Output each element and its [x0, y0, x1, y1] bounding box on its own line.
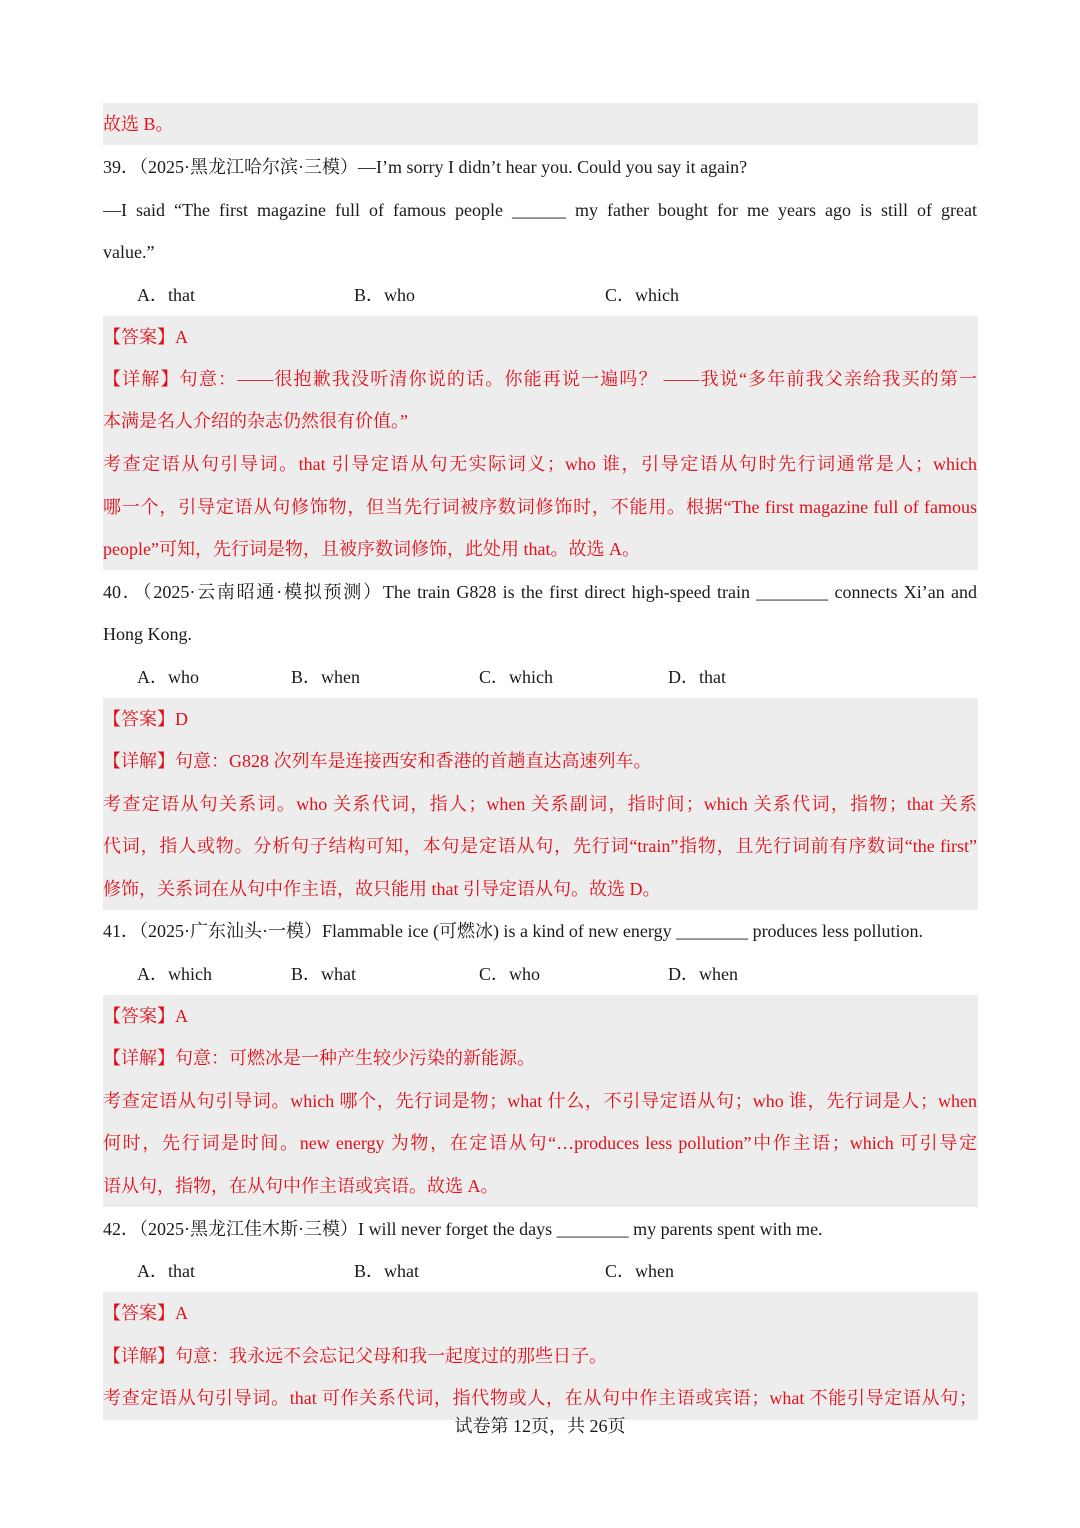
q41-analysis-line3: 语从句，指物，在从句中作主语或宾语。故选 A。: [103, 1176, 499, 1196]
q39-option-b[interactable]: B．who: [354, 285, 416, 305]
q40-option-b[interactable]: B．when: [291, 667, 360, 687]
q41-option-d[interactable]: D．when: [668, 964, 738, 984]
q39-analysis-line3: people”可知，先行词是物，且被序数词修饰，此处用 that。故选 A。: [103, 539, 640, 559]
q42-option-b[interactable]: B．what: [354, 1261, 419, 1281]
q42-analysis: 考查定语从句引导词。that 可作关系代词，指代物或人，在从句中作主语或宾语；what 不能引导定语从句；: [103, 1388, 977, 1408]
q42-options: [103, 1250, 977, 1292]
q40-analysis-line3: 修饰，关系词在从句中作主语，故只能用 that 引导定语从句。故选 D。: [103, 879, 661, 899]
q39-option-c[interactable]: C．which: [605, 285, 679, 305]
q40-options: [103, 656, 977, 698]
q41-stem: 41．（2025·广东汕头·一模）Flammable ice (可燃冰) is a kind of new energy ________ produces less pollution.: [103, 921, 924, 941]
page-footer: 试卷第 12页，共 26页: [454, 1416, 626, 1436]
q42-option-c[interactable]: C．when: [605, 1261, 674, 1281]
q41-option-b[interactable]: B．what: [291, 964, 356, 984]
q39-options: [103, 274, 977, 316]
q40-answer: 【答案】D: [103, 709, 188, 729]
q42-stem: 42．（2025·黑龙江佳木斯·三模）I will never forget the days ________ my parents spent with me.: [103, 1219, 823, 1239]
q42-answer: 【答案】A: [103, 1303, 188, 1323]
q40-option-d[interactable]: D．that: [668, 667, 726, 687]
q40-analysis: 考查定语从句关系词。who 关系代词，指人；when 关系副词，指时间；which 关系代词，指物；that 关系: [103, 794, 977, 814]
q42-detail: 【详解】句意：我永远不会忘记父母和我一起度过的那些日子。: [103, 1346, 607, 1366]
q40-detail: 【详解】句意：G828 次列车是连接西安和香港的首趟直达高速列车。: [103, 751, 652, 771]
q39-stem-line3: value.”: [103, 242, 155, 262]
q40-stem: 40．（2025·云南昭通·模拟预测）The train G828 is the first direct high-speed train ________ connects Xi’an and: [103, 582, 977, 602]
q39-answer: 【答案】A: [103, 327, 188, 347]
q41-answer: 【答案】A: [103, 1006, 188, 1026]
q41-analysis-line2: 何时，先行词是时间。new energy 为物，在定语从句“…produces less pollution”中作主语；which 可引导定: [103, 1133, 977, 1153]
q41-option-a[interactable]: A．which: [137, 964, 212, 984]
q41-analysis: 考查定语从句引导词。which 哪个，先行词是物；what 什么，不引导定语从句；who 谁，先行词是人；when: [103, 1091, 977, 1111]
q39-detail: 【详解】句意：——很抱歉我没听清你说的话。你能再说一遍吗？ ——我说“多年前我父亲给我买的第一: [103, 369, 977, 389]
q39-analysis-line2: 哪一个，引导定语从句修饰物，但当先行词被序数词修饰时，不能用。根据“The first magazine full of famous: [103, 497, 977, 517]
q41-option-c[interactable]: C．who: [479, 964, 541, 984]
q41-detail: 【详解】句意：可燃冰是一种产生较少污染的新能源。: [103, 1048, 535, 1068]
q39-detail-line2: 本满是名人介绍的杂志仍然很有价值。”: [103, 411, 408, 431]
q39-stem: 39．（2025·黑龙江哈尔滨·三模）—I’m sorry I didn’t hear you. Could you say it again?: [103, 157, 748, 177]
q39-stem-line2: —I said “The first magazine full of famous people ______ my father bought for me years ago is still of great: [103, 200, 977, 220]
q40-analysis-line2: 代词，指人或物。分析句子结构可知，本句是定语从句，先行词“train”指物，且先行词前有序数词“the first”: [103, 836, 977, 856]
q39-analysis: 考查定语从句引导词。that 引导定语从句无实际词义；who 谁，引导定语从句时先行词通常是人；which: [103, 454, 977, 474]
q40-option-c[interactable]: C．which: [479, 667, 553, 687]
q42-option-a[interactable]: A．that: [137, 1261, 195, 1281]
q41-options: [103, 953, 977, 995]
q39-option-a[interactable]: A．that: [137, 285, 195, 305]
q38-conclusion: 故选 B。: [103, 114, 174, 134]
q40-stem-line2: Hong Kong.: [103, 624, 192, 644]
q40-option-a[interactable]: A．who: [137, 667, 199, 687]
